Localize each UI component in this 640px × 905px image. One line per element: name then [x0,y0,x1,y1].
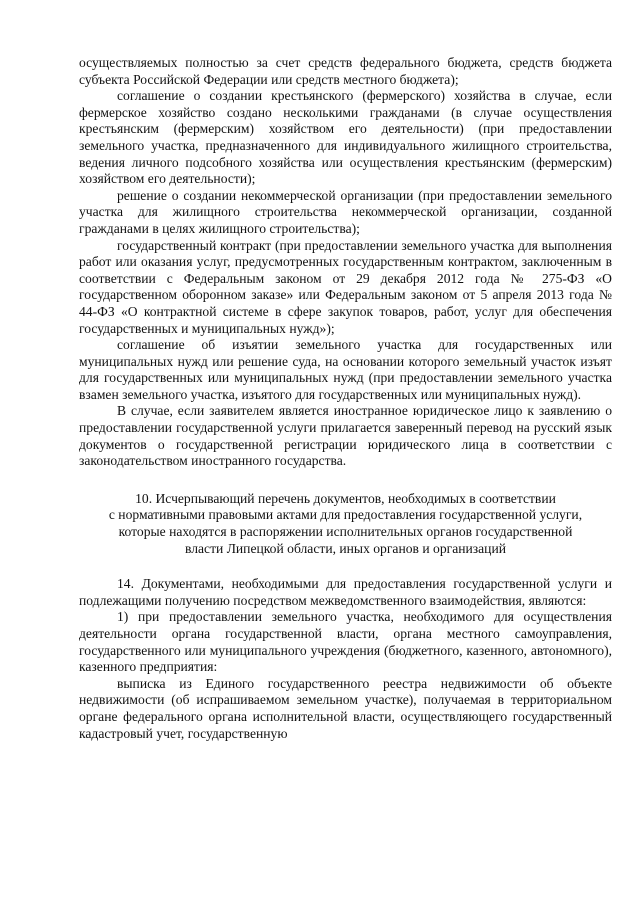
section-heading-line: с нормативными правовыми актами для предоставления государственной услуги, [108,507,583,523]
paragraph-nonprofit-decision: решение о создании некоммерческой организации (при предоставлении земельного участка для жилищного строительства некоммерческой организации, созданной гражданами в целях жилищного строительства); [79,187,612,236]
section-heading-line: власти Липецкой области, иных органов и организаций [184,540,507,556]
section-heading-line: которые находятся в распоряжении исполнительных органов государственной [118,524,573,540]
document-page [79,55,612,742]
spacer [79,557,612,576]
paragraph-foreign-entity: В случае, если заявителем является иностранное юридическое лицо к заявлению о предоставлении государственной услуги прилагается заверенный перевод на русский язык документов о государственной регистрации юридического лица в соответствии с законодательством иностранного государства. [79,403,612,469]
paragraph-budget-funds: осуществляемых полностью за счет средств федерального бюджета, средств бюджета субъекта Российской Федерации или средств местного бюджета); [79,55,612,87]
paragraph-farm-agreement: соглашение о создании крестьянского (фермерского) хозяйства в случае, если фермерское хозяйство создано несколькими гражданами (в случае осуществления крестьянским (фермерским) хозяйством его деятельности) (при предоставлении земельного участка, предназначенного для индивидуального жилищного строительства, ведения личного подсобного хозяйства или осуществления крестьянским (фермерским) хозяйством его деятельности); [79,88,612,187]
paragraph-land-seizure: соглашение об изъятии земельного участка для государственных или муниципальных нужд или решение суда, на основании которого земельный участок изъят для государственных или муниципальных нужд (при предоставлении земельного участка взамен земельного участка, изъятого для государственных или муниципальных нужд). [79,337,612,402]
paragraph-item-14-1: 1) при предоставлении земельного участка, необходимого для осуществления деятельности органа государственной власти, органа местного самоуправления, государственного или муниципального учреждения (бюджетного, казенного, автономного), казенного предприятия: [79,609,612,675]
section-heading [79,491,612,557]
spacer [79,470,612,491]
paragraph-item-14: 14. Документами, необходимыми для предоставления государственной услуги и подлежащими получению посредством межведомственного взаимодействия, являются: [79,576,612,608]
paragraph-registry-extract: выписка из Единого государственного реестра недвижимости об объекте недвижимости (об испрашиваемом земельном участке), получаемая в территориальном органе федерального органа исполнительной власти, осуществляющего государственный кадастровый учет, государственную [79,675,612,741]
paragraph-state-contract: государственный контракт (при предоставлении земельного участка для выполнения работ или оказания услуг, предусмотренных государственным контрактом, заключенным в соответствии с Федеральным законом от 29 декабря 2012 года № 275-ФЗ «О государственном оборонном заказе» или Федеральным законом от 5 апреля 2013 года № 44-ФЗ «О контрактной системе в сфере закупок товаров, работ, услуг для обеспечения государственных и муниципальных нужд»); [79,237,612,336]
section-heading-line: 10. Исчерпывающий перечень документов, необходимых в соответствии [135,490,556,506]
